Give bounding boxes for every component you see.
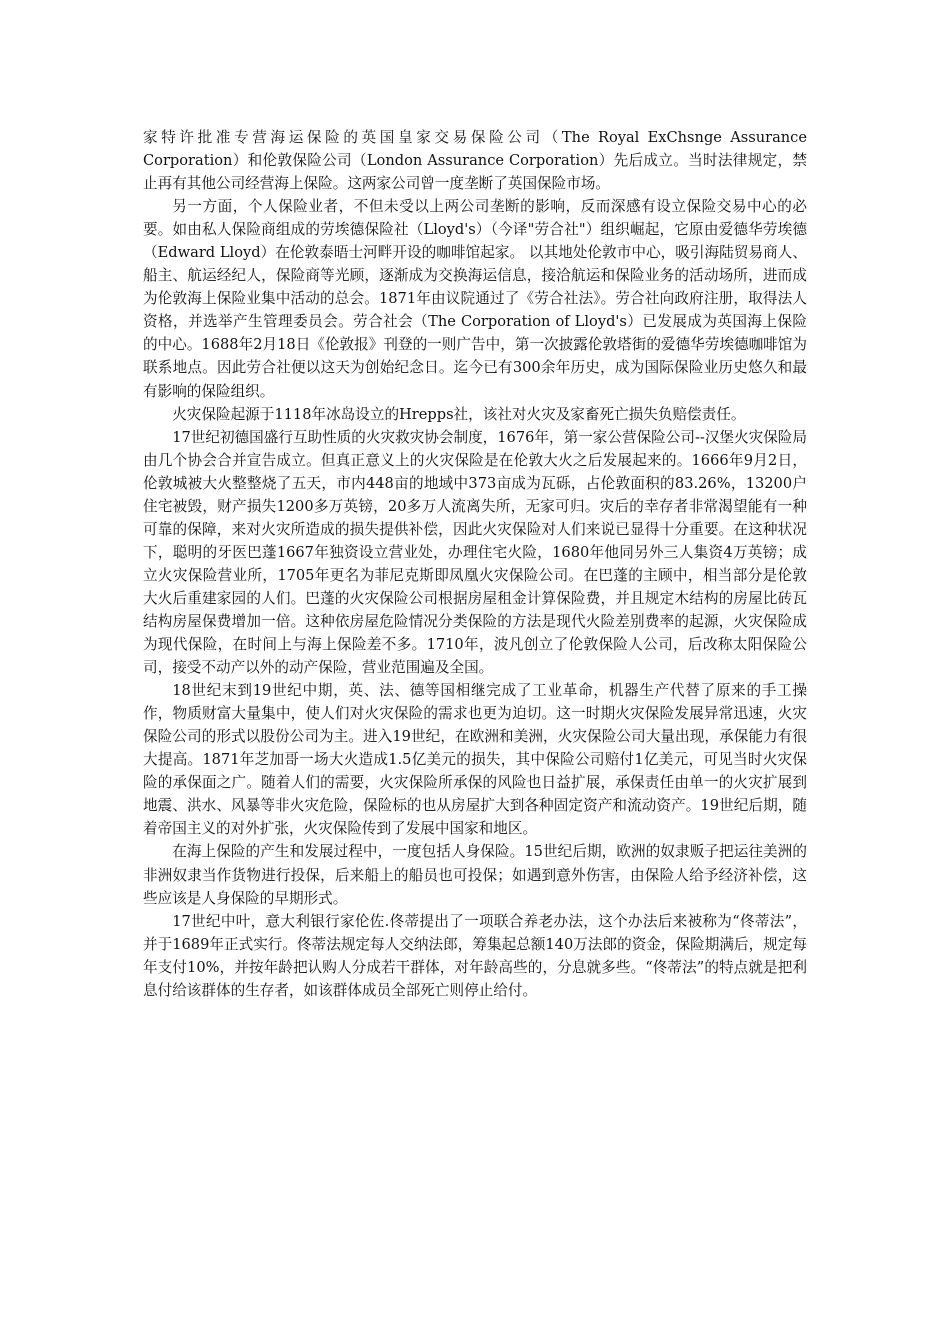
paragraph-7: 17世纪中叶，意大利银行家伦佐.佟蒂提出了一项联合养老办法，这个办法后来被称为“佟蒂法”，并于1689年正式实行。佟蒂法规定每人交纳法郎，筹集起总额140万法郎的资金，保险期满后，规定每年支付10%，并按年龄把认购人分成若干群体，对年龄高些的，分息就多些。“佟蒂法”的特点就是把利息付给该群体的生存者，如该群体成员全部死亡则停止给付。 [143,912,807,999]
paragraph-1: 家特许批准专营海运保险的英国皇家交易保险公司（The Royal ExChsnge Assurance Corporation）和伦敦保险公司（London Assurance Corporation）先后成立。当时法律规定，禁止再有其他公司经营海上保险。这两家公司曾一度垄断了英国保险市场。 [143,129,807,193]
paragraph-5: 18世纪末到19世纪中期，英、法、德等国相继完成了工业革命，机器生产代替了原来的手工操作，物质财富大量集中，使人们对火灾保险的需求也更为迫切。这一时期火灾保险发展异常迅速，火灾保险公司的形式以股份公司为主。进入19世纪，在欧洲和美洲，火灾保险公司大量出现，承保能力有很大提高。1871年芝加哥一场大火造成1.5亿美元的损失，其中保险公司赔付1亿美元，可见当时火灾保险的承保面之广。随着人们的需要，火灾保险所承保的风险也日益扩展，承保责任由单一的火灾扩展到地震、洪水、风暴等非火灾危险，保险标的也从房屋扩大到各种固定资产和流动资产。19世纪后期，随着帝国主义的对外扩张，火灾保险传到了发展中国家和地区。 [143,682,807,838]
paragraph-4: 17世纪初德国盛行互助性质的火灾救灾协会制度，1676年，第一家公营保险公司--汉堡火灾保险局由几个协会合并宣告成立。但真正意义上的火灾保险是在伦敦大火之后发展起来的。1666年9月2日，伦敦城被大火整整烧了五天，市内448亩的地域中373亩成为瓦砾，占伦敦面积的83.26%，13200户住宅被毁，财产损失1200多万英镑，20多万人流离失所，无家可归。灾后的幸存者非常渴望能有一种可靠的保障，来对火灾所造成的损失提供补偿，因此火灾保险对人们来说已显得十分重要。在这种状况下，聪明的牙医巴蓬1667年独资设立营业处，办理住宅火险，1680年他同另外三人集资4万英镑；成立火灾保险营业所，1705年更名为菲尼克斯即凤凰火灾保险公司。在巴蓬的主顾中，相当部分是伦敦大火后重建家园的人们。巴蓬的火灾保险公司根据房屋租金计算保险费，并且规定木结构的房屋比砖瓦结构房屋保费增加一倍。这种依房屋危险情况分类保险的方法是现代火险差别费率的起源，火灾保险成为现代保险，在时间上与海上保险差不多。1710年，波凡创立了伦敦保险人公司，后改称太阳保险公司，接受不动产以外的动产保险，营业范围遍及全国。 [143,428,807,677]
paragraph-3: 火灾保险起源于1118年冰岛设立的Hrepps社，该社对火灾及家畜死亡损失负赔偿责任。 [172,405,746,423]
paragraph-2: 另一方面，个人保险业者，不但未受以上两公司垄断的影响，反而深感有设立保险交易中心的必要。如由私人保险商组成的劳埃德保险社（Lloyd's）（今译"劳合社"）组织崛起，它原由爱德华劳埃德（Edward Lloyd）在伦敦泰晤士河畔开设的咖啡馆起家。 以其地处伦敦市中心，吸引海陆贸易商人、船主、航运经纪人，保险商等光顾，逐渐成为交换海运信息，接洽航运和保险业务的活动场所，进而成为伦敦海上保险业集中活动的总会。1871年由议院通过了《劳合社法》。劳合社向政府注册，取得法人资格，并选举产生管理委员会。劳合社会（The Corporation of Lloyd's）已发展成为英国海上保险的中心。1688年2月18日《伦敦报》刊登的一则广告中，第一次披露伦敦塔街的爱德华劳埃德咖啡馆为联系地点。因此劳合社便以这天为创始纪念日。迄今已有300余年历史，成为国际保险业历史悠久和最有影响的保险组织。 [143,198,807,400]
document-page [143,126,807,1002]
paragraph-6: 在海上保险的产生和发展过程中，一度包括人身保险。15世纪后期，欧洲的奴隶贩子把运往美洲的非洲奴隶当作货物进行投保，后来船上的船员也可投保；如遇到意外伤害，由保险人给予经济补偿，这些应该是人身保险的早期形式。 [143,843,807,907]
